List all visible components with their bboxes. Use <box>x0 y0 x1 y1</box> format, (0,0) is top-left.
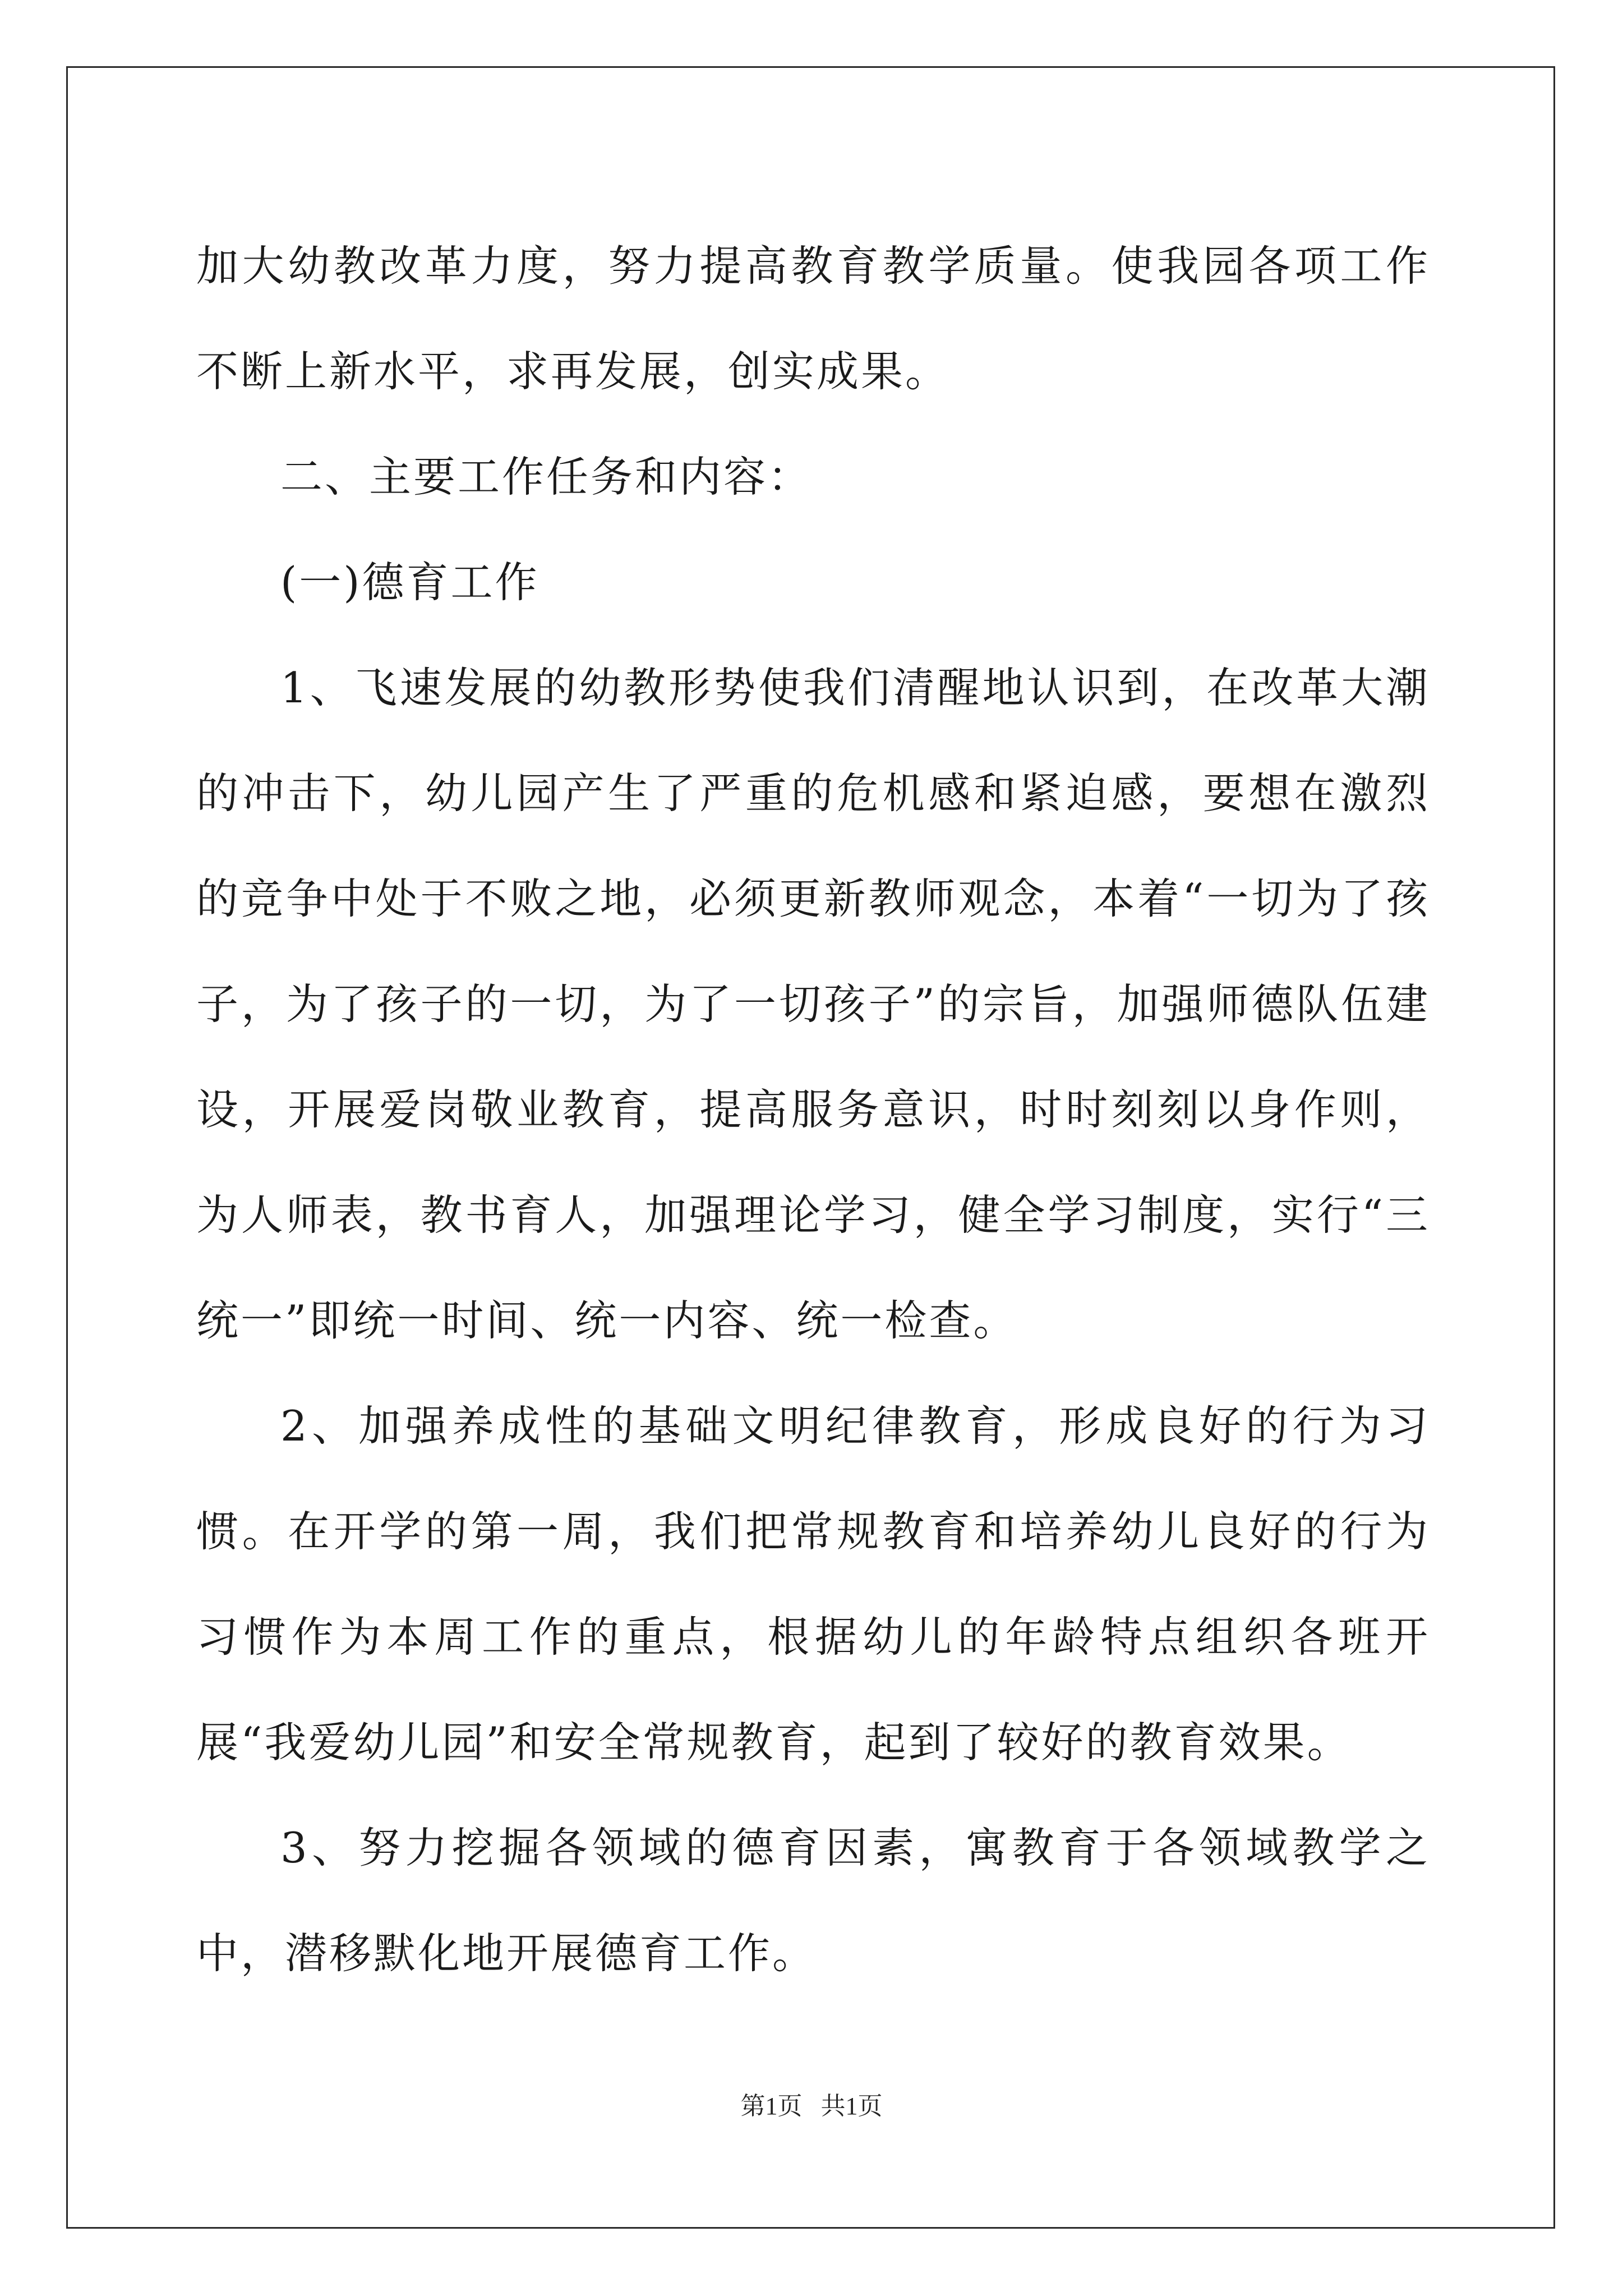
document-body <box>196 213 1430 2006</box>
paragraph-item-2: 2、加强养成性的基础文明纪律教育，形成良好的行为习惯。在开学的第一周，我们把常规教育和培养幼儿良好的行为习惯作为本周工作的重点，根据幼儿的年龄特点组织各班开展“我爱幼儿园”和安全常规教育，起到了较好的教育效果。 <box>196 1401 1430 1767</box>
heading-main-tasks: 二、主要工作任务和内容： <box>280 452 813 501</box>
paragraph-item-3: 3、努力挖掘各领域的德育因素，寓教育于各领域教学之中，潜移默化地开展德育工作。 <box>196 1823 1430 1978</box>
paragraph-item-1: 1、飞速发展的幼教形势使我们清醒地认识到，在改革大潮的冲击下，幼儿园产生了严重的危机感和紧迫感，要想在激烈的竞争中处于不败之地，必须更新教师观念，本着“一切为了孩子，为了孩子的一切，为了一切孩子”的宗旨，加强师德队伍建设，开展爱岗敬业教育，提高服务意识，时时刻刻以身作则，为人师表，教书育人，加强理论学习，健全学习制度，实行“三统一”即统一时间、统一内容、统一检查。 <box>196 663 1430 1345</box>
page-number: 第1页 共1页 <box>740 2092 883 2120</box>
paragraph-intro: 加大幼教改革力度，努力提高教育教学质量。使我园各项工作不断上新水平，求再发展，创实成果。 <box>196 241 1430 396</box>
heading-moral-education: (一)德育工作 <box>280 558 540 607</box>
